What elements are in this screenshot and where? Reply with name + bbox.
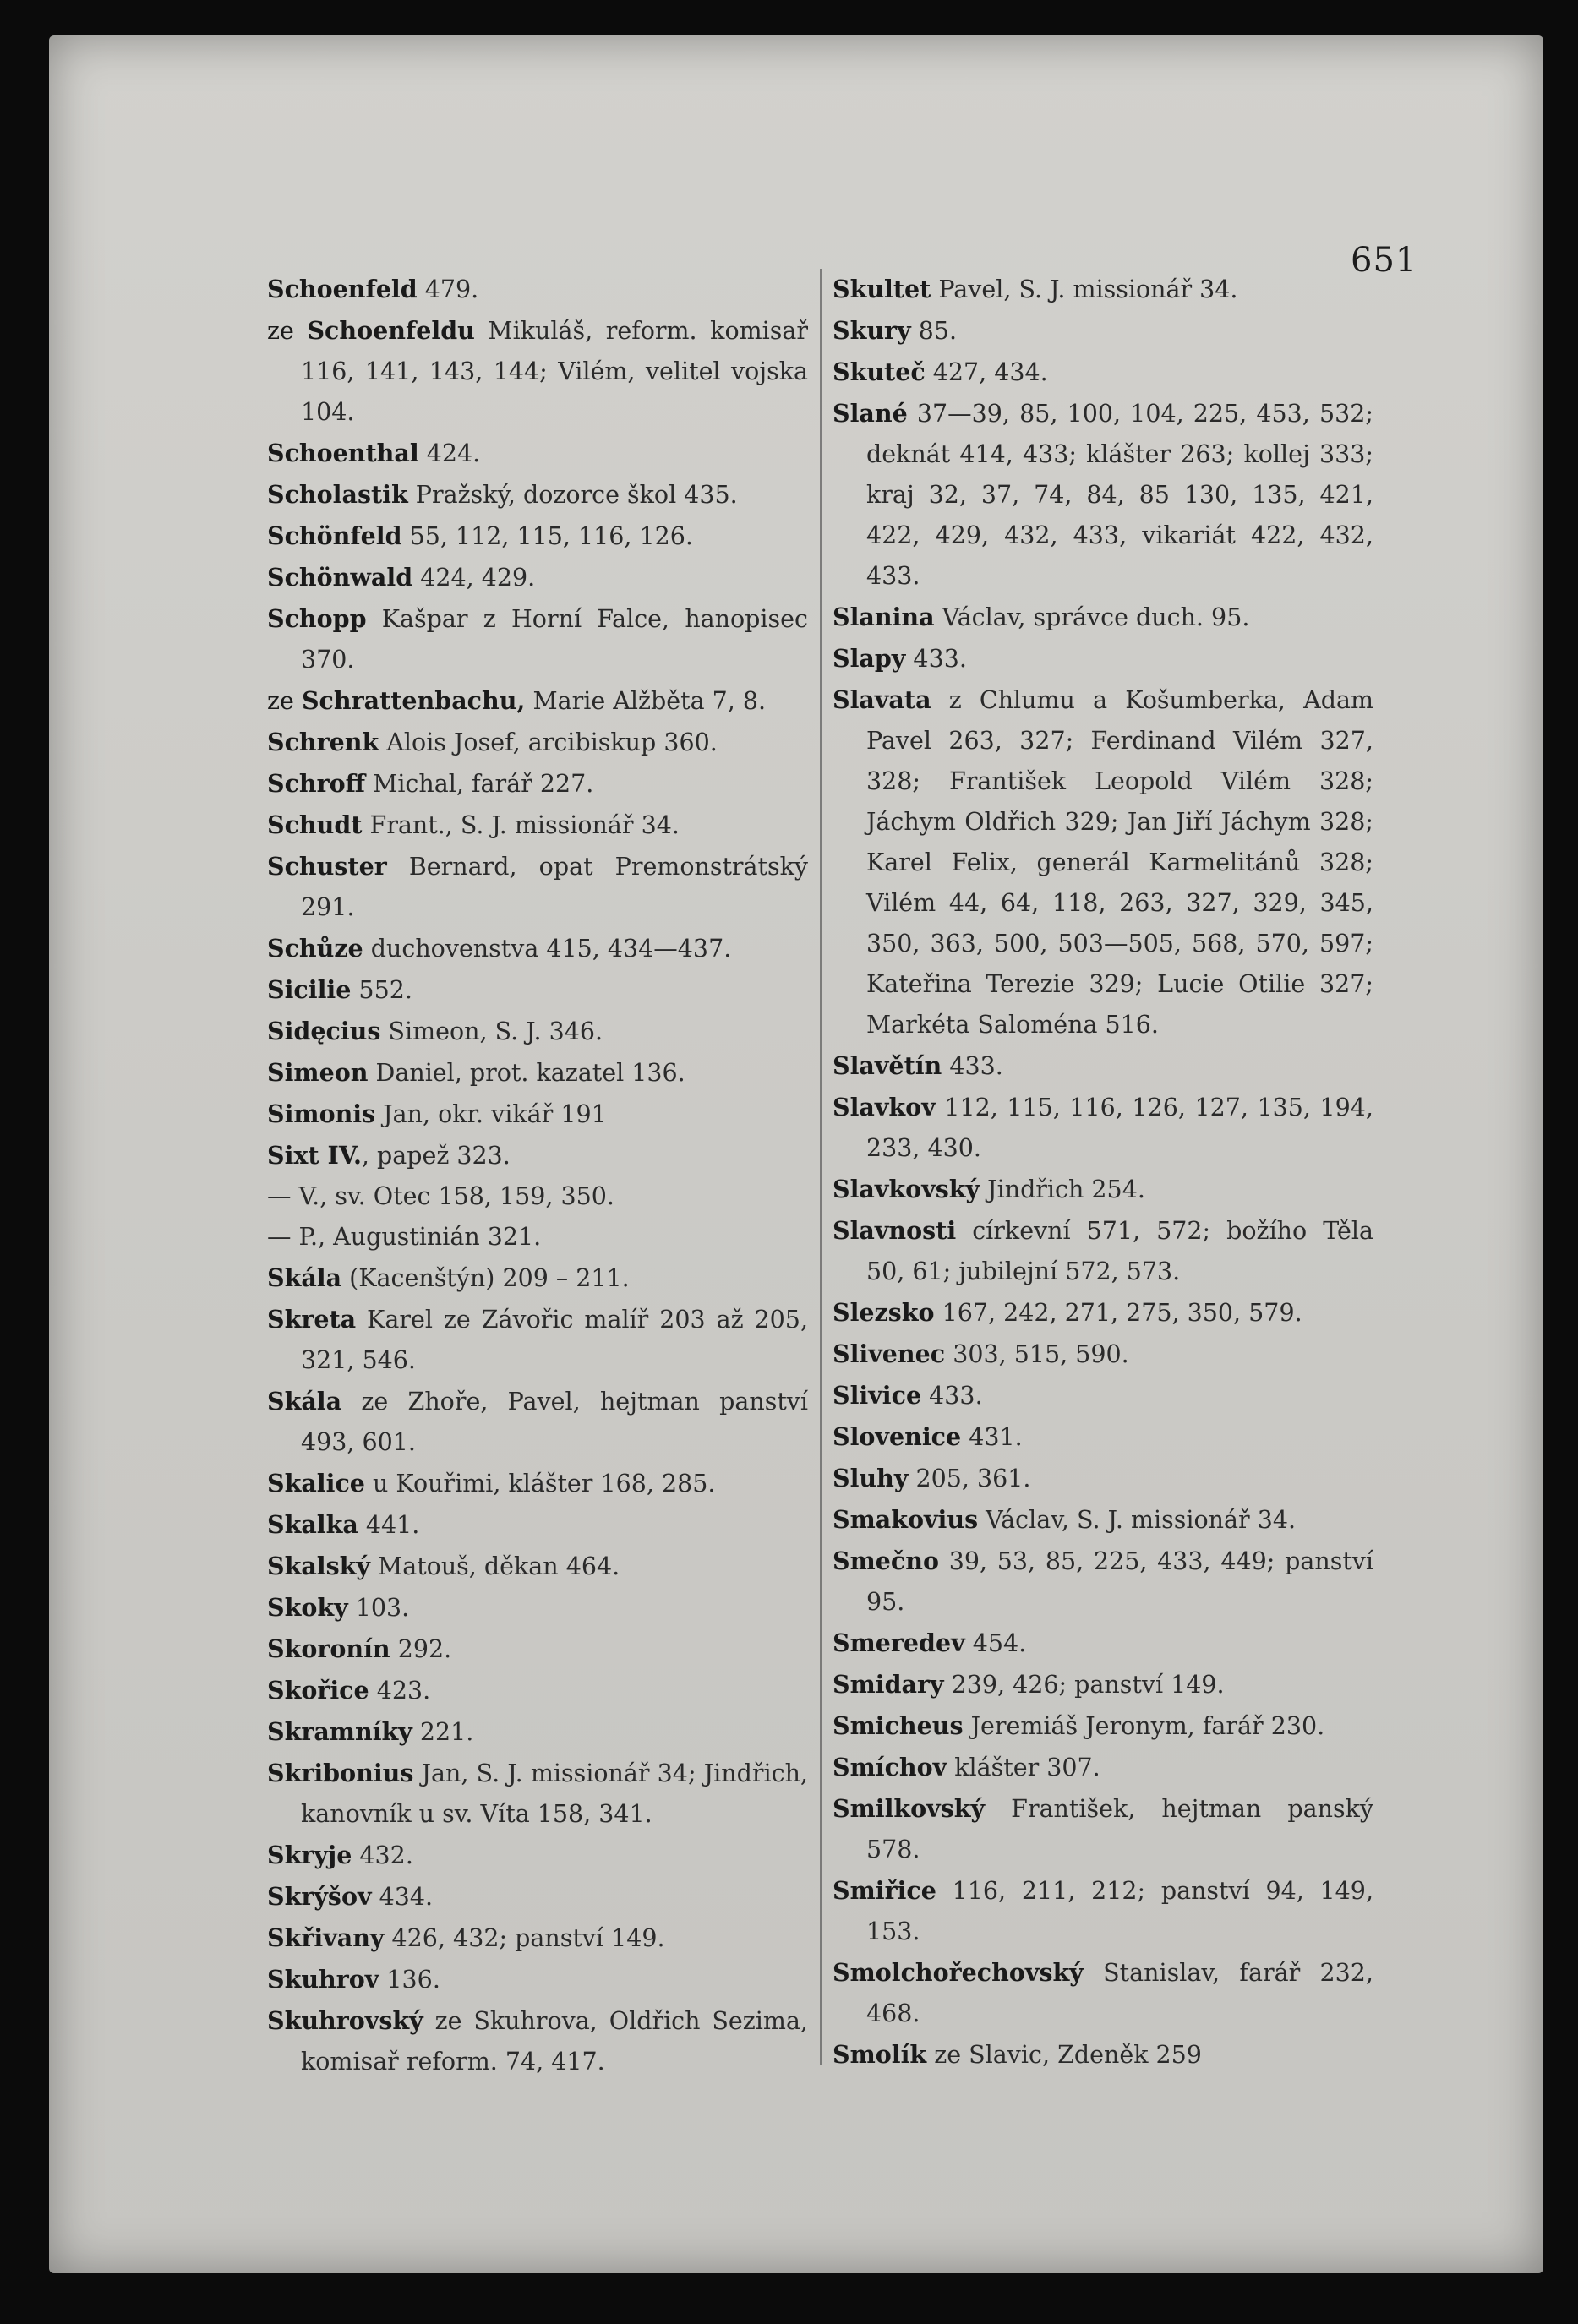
entry-text: 423. [369, 1677, 431, 1705]
entry-headword: Simonis [267, 1099, 376, 1128]
entry-headword: Schrattenbachu, [301, 686, 526, 715]
entry-text: 427, 434. [925, 358, 1048, 386]
entry-text: 441. [358, 1511, 420, 1539]
page-number: 651 [1351, 241, 1418, 280]
entry-headword: Schudt [267, 810, 363, 839]
entry-text: Matouš, děkan 464. [369, 1552, 620, 1580]
entry-text: Jeremiáš Jeronym, farář 230. [963, 1712, 1325, 1740]
entry-headword: Skuhrovský [267, 2006, 423, 2035]
entry-text: 426, 432; panství 149. [384, 1924, 665, 1952]
index-entry [833, 1292, 1373, 1334]
entry-text: klášter 307. [947, 1754, 1100, 1781]
index-entry [833, 1169, 1373, 1210]
entry-headword: Schroff [267, 769, 366, 798]
entry-headword: Skalský [267, 1552, 370, 1580]
index-entry [267, 1217, 808, 1257]
entry-headword: Schůze [267, 934, 363, 963]
index-entry [833, 393, 1373, 597]
index-entry [267, 557, 808, 598]
entry-headword: Scholastik [267, 480, 408, 509]
index-entry [267, 1176, 808, 1217]
entry-headword: Skuhrov [267, 1965, 379, 1994]
entry-text: Daniel, prot. kazatel 136. [368, 1059, 685, 1087]
entry-text: 39, 53, 85, 225, 433, 449; panství 95. [866, 1547, 1373, 1616]
entry-text: 103. [347, 1594, 410, 1622]
entry-headword: Schopp [267, 604, 367, 633]
entry-headword: Sidęcius [267, 1017, 381, 1045]
entry-headword: Skála [267, 1387, 342, 1416]
entry-headword: Smíchov [833, 1753, 947, 1781]
index-entry [267, 680, 808, 722]
entry-text: František, hejtman panský 578. [866, 1795, 1373, 1863]
index-entry [267, 1299, 808, 1381]
index-entry [267, 1011, 808, 1052]
entry-text: (Kacenštýn) 209 – 211. [341, 1264, 630, 1292]
entry-prefix: ze [267, 687, 302, 715]
index-entry [267, 763, 808, 805]
index-entry [833, 1375, 1373, 1416]
entry-headword: Schönwald [267, 563, 413, 592]
index-entry [267, 1876, 808, 1918]
index-entry [267, 1546, 808, 1587]
index-entry [267, 1753, 808, 1835]
index-column-right [833, 269, 1373, 2076]
entry-text: Jan, S. J. missionář 34; Jindřich, kanovník u sv. Víta 158, 341. [301, 1759, 808, 1828]
entry-headword: Smicheus [833, 1711, 964, 1740]
entry-text: 112, 115, 116, 126, 127, 135, 194, 233, 430. [866, 1094, 1373, 1162]
entry-text: Kašpar z Horní Falce, hanopisec 370. [301, 605, 808, 674]
entry-text: — V., sv. Otec 158, 159, 350. [267, 1182, 614, 1210]
entry-text: Frant., S. J. missionář 34. [362, 811, 680, 839]
index-entry [267, 1835, 808, 1876]
entry-headword: Slavětín [833, 1051, 942, 1080]
entry-text: 116, 211, 212; panství 94, 149, 153. [866, 1877, 1373, 1945]
entry-headword: Slivice [833, 1381, 922, 1410]
index-entry [267, 516, 808, 557]
entry-headword: Skála [267, 1263, 342, 1292]
index-entry [833, 269, 1373, 310]
entry-headword: Skalice [267, 1469, 365, 1498]
entry-text: Simeon, S. J. 346. [380, 1017, 603, 1045]
entry-headword: Slivenec [833, 1339, 946, 1368]
entry-text: Marie Alžběta 7, 8. [525, 687, 767, 715]
entry-headword: Skreta [267, 1305, 357, 1334]
entry-text: 431. [961, 1423, 1023, 1451]
entry-text: Alois Josef, arcibiskup 360. [379, 728, 718, 756]
entry-text: — P., Augustinián 321. [267, 1223, 542, 1251]
entry-text: 205, 361. [908, 1465, 1031, 1492]
entry-headword: Sixt IV. [267, 1141, 362, 1170]
entry-text: Pavel, S. J. missionář 34. [931, 275, 1238, 303]
index-entry [833, 1087, 1373, 1169]
entry-headword: Slezsko [833, 1298, 935, 1327]
entry-text: 424. [418, 439, 481, 467]
entry-headword: Schuster [267, 852, 387, 881]
entry-text: duchovenstva 415, 434—437. [363, 935, 732, 963]
index-entry [267, 598, 808, 680]
entry-headword: Smolík [833, 2040, 927, 2069]
entry-text: 454. [964, 1629, 1027, 1657]
entry-text: z Chlumu a Košumberka, Adam Pavel 263, 327; Ferdinand Vilém 327, 328; František Leopold Vilém 328; Jáchym Oldřich 329; Jan Jiří Jáchym 328; Karel Felix, generál Karmelitánů 328; Vilém 44, 64, 118, 263, 327, 329, 345, 350, 363, 500, 503—505, 568, 570, 597; Kateřina Terezie 329; Lucie Otilie 327; Markéta Saloména 516. [866, 686, 1373, 1039]
entry-headword: Skořice [267, 1676, 369, 1705]
entry-headword: Slovenice [833, 1422, 962, 1451]
entry-headword: Schoenfeldu [307, 316, 475, 345]
column-divider [820, 269, 822, 2065]
entry-text: 292. [390, 1635, 452, 1663]
entry-text: 136. [379, 1966, 440, 1994]
index-entry [267, 1257, 808, 1299]
index-entry [267, 310, 808, 433]
entry-text: 433. [921, 1382, 983, 1410]
entry-headword: Slapy [833, 644, 906, 673]
entry-text: 479. [417, 275, 479, 303]
entry-headword: Smeredev [833, 1628, 965, 1657]
entry-text: u Kouřimi, klášter 168, 285. [364, 1470, 716, 1498]
entry-text: ze Slavic, Zdeněk 259 [926, 2041, 1202, 2069]
index-entry [833, 352, 1373, 393]
index-entry [833, 310, 1373, 352]
index-entry [267, 474, 808, 516]
entry-headword: Schrenk [267, 728, 379, 756]
index-entry [833, 2034, 1373, 2076]
entry-headword: Smolchořechovský [833, 1958, 1084, 1987]
index-entry [833, 1705, 1373, 1747]
entry-text: Václav, S. J. missionář 34. [978, 1506, 1297, 1534]
entry-headword: Schoenfeld [267, 275, 418, 303]
index-entry [833, 1623, 1373, 1664]
entry-headword: Slané [833, 399, 908, 428]
entry-text: Jan, okr. vikář 191 [375, 1100, 607, 1128]
entry-text: 432. [352, 1841, 413, 1869]
index-entry [267, 722, 808, 763]
entry-text: 37—39, 85, 100, 104, 225, 453, 532; deknát 414, 433; klášter 263; kollej 333; kraj 32, 37, 74, 84, 85 130, 135, 421, 422, 429, 432, 433, vikariát 422, 432, 433. [866, 400, 1373, 590]
entry-headword: Skoronín [267, 1634, 390, 1663]
entry-prefix: ze [267, 317, 308, 345]
index-entry [833, 597, 1373, 638]
index-entry [267, 1587, 808, 1628]
index-entry [833, 1870, 1373, 1952]
entry-headword: Skalka [267, 1510, 358, 1539]
entry-headword: Skryje [267, 1841, 352, 1869]
entry-text: 434. [371, 1883, 434, 1911]
index-entry [833, 1334, 1373, 1375]
index-entry [267, 2000, 808, 2082]
index-entry [833, 1210, 1373, 1292]
entry-text: Karel ze Závořic malíř 203 až 205, 321, 546. [301, 1306, 808, 1374]
index-entry [833, 638, 1373, 679]
entry-headword: Skultet [833, 275, 931, 303]
entry-text: 85. [910, 317, 958, 345]
index-entry [267, 1670, 808, 1711]
entry-text: 55, 112, 115, 116, 126. [401, 522, 693, 550]
entry-headword: Slavata [833, 685, 931, 714]
index-entry [267, 1628, 808, 1670]
entry-text: 424, 429. [412, 564, 536, 592]
index-entry [267, 846, 808, 928]
index-entry [833, 1416, 1373, 1458]
index-entry [267, 1918, 808, 1959]
entry-text: 303, 515, 590. [945, 1340, 1129, 1368]
index-entry [833, 1499, 1373, 1541]
entry-text: Pražský, dozorce škol 435. [407, 481, 738, 509]
entry-headword: Skrýšov [267, 1882, 372, 1911]
entry-headword: Slavkov [833, 1093, 936, 1121]
entry-text: církevní 571, 572; božího Těla 50, 61; jubilejní 572, 573. [866, 1217, 1373, 1285]
entry-text: Stanislav, farář 232, 468. [866, 1959, 1373, 2027]
index-entry [267, 1463, 808, 1504]
entry-headword: Skribonius [267, 1759, 414, 1787]
entry-headword: Slavkovský [833, 1175, 980, 1203]
index-entry [833, 1747, 1373, 1788]
entry-text: ze Skuhrova, Oldřich Sezima, komisař reform. 74, 417. [301, 2007, 808, 2076]
entry-text: 552. [351, 976, 412, 1004]
entry-headword: Slanina [833, 603, 935, 631]
entry-headword: Skramníky [267, 1717, 412, 1746]
index-entry [267, 928, 808, 969]
index-entry [833, 1541, 1373, 1623]
entry-text: 239, 426; panství 149. [943, 1671, 1225, 1699]
index-entry [267, 269, 808, 310]
entry-headword: Smakovius [833, 1505, 979, 1534]
entry-headword: Smidary [833, 1670, 944, 1699]
index-entry [267, 1711, 808, 1753]
index-entry [267, 1094, 808, 1135]
entry-headword: Sicilie [267, 975, 352, 1004]
entry-headword: Skoky [267, 1593, 348, 1622]
entry-headword: Slavnosti [833, 1216, 957, 1245]
index-entry [267, 1504, 808, 1546]
entry-text: Václav, správce duch. 95. [934, 603, 1250, 631]
index-entry [267, 433, 808, 474]
entry-headword: Skřivany [267, 1923, 385, 1952]
index-entry [267, 1135, 808, 1176]
index-entry [833, 679, 1373, 1045]
index-entry [833, 1788, 1373, 1870]
entry-text: Jindřich 254. [980, 1176, 1145, 1203]
entry-headword: Schoenthal [267, 439, 419, 467]
entry-text: 221. [412, 1718, 474, 1746]
entry-text: ze Zhoře, Pavel, hejtman panství 493, 601. [301, 1388, 808, 1456]
entry-text: 433. [905, 645, 967, 673]
index-entry [267, 1381, 808, 1463]
entry-text: 433. [942, 1052, 1003, 1080]
index-entry [267, 1052, 808, 1094]
entry-headword: Simeon [267, 1058, 369, 1087]
index-column-left [267, 269, 808, 2082]
entry-text: Bernard, opat Premonstrátský 291. [301, 853, 808, 921]
entry-text: 167, 242, 271, 275, 350, 579. [934, 1299, 1302, 1327]
entry-headword: Smilkovský [833, 1794, 986, 1823]
entry-headword: Skury [833, 316, 911, 345]
entry-headword: Smiřice [833, 1876, 936, 1905]
index-entry [833, 1952, 1373, 2034]
entry-headword: Smečno [833, 1547, 939, 1575]
index-entry [267, 969, 808, 1011]
index-entry [833, 1045, 1373, 1087]
entry-headword: Schönfeld [267, 521, 402, 550]
index-entry [833, 1664, 1373, 1705]
entry-text: , papež 323. [361, 1142, 511, 1170]
entry-headword: Sluhy [833, 1464, 909, 1492]
entry-text: Michal, farář 227. [365, 770, 594, 798]
entry-text: Mikuláš, reform. komisař 116, 141, 143, 144; Vilém, velitel vojska 104. [301, 317, 808, 426]
index-entry [267, 805, 808, 846]
index-entry [267, 1959, 808, 2000]
entry-headword: Skuteč [833, 357, 926, 386]
index-entry [833, 1458, 1373, 1499]
